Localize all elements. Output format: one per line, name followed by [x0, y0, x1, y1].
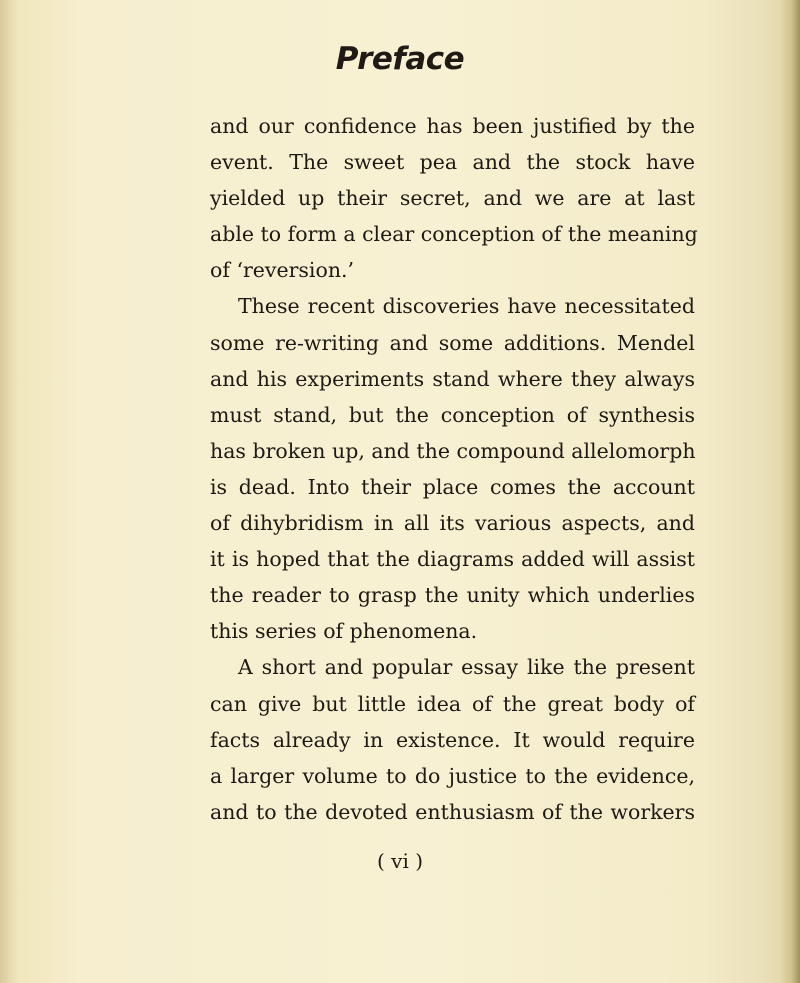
text-line: of ‘reversion.’: [210, 258, 355, 283]
page-edge-shadow: [780, 0, 800, 983]
text-line: and to the devoted enthusiasm of the workers: [210, 799, 695, 824]
text-line: yielded up their secret, and we are at last: [210, 186, 695, 211]
text-line: facts already in existence. It would require: [210, 727, 695, 752]
paragraph-start-line: A short and popular essay like the present: [238, 655, 695, 680]
running-head: Preface: [335, 41, 465, 77]
text-line: of dihybridism in all its various aspects, and: [210, 511, 695, 536]
body-text: [210, 108, 698, 830]
page-gutter-shadow: [0, 0, 18, 983]
text-line: able to form a clear conception of the meaning: [210, 222, 698, 247]
text-line: and his experiments stand where they always: [210, 366, 695, 391]
text-line: is dead. Into their place comes the account: [210, 474, 695, 499]
text-line: can give but little idea of the great body of: [210, 691, 695, 716]
text-line: a larger volume to do justice to the evidence,: [210, 763, 695, 788]
text-line: event. The sweet pea and the stock have: [210, 150, 695, 175]
text-line: some re-writing and some additions. Mendel: [210, 330, 695, 355]
paragraph-start-line: These recent discoveries have necessitated: [238, 294, 695, 319]
text-line: has broken up, and the compound allelomorph: [210, 438, 696, 463]
text-line: and our confidence has been justified by the: [210, 114, 695, 138]
page-number: ( vi ): [376, 849, 423, 873]
text-line: must stand, but the conception of synthesis: [210, 402, 695, 427]
text-line: it is hoped that the diagrams added will assist: [210, 547, 695, 572]
text-line: the reader to grasp the unity which underlies: [210, 583, 695, 608]
text-line: this series of phenomena.: [210, 619, 478, 644]
